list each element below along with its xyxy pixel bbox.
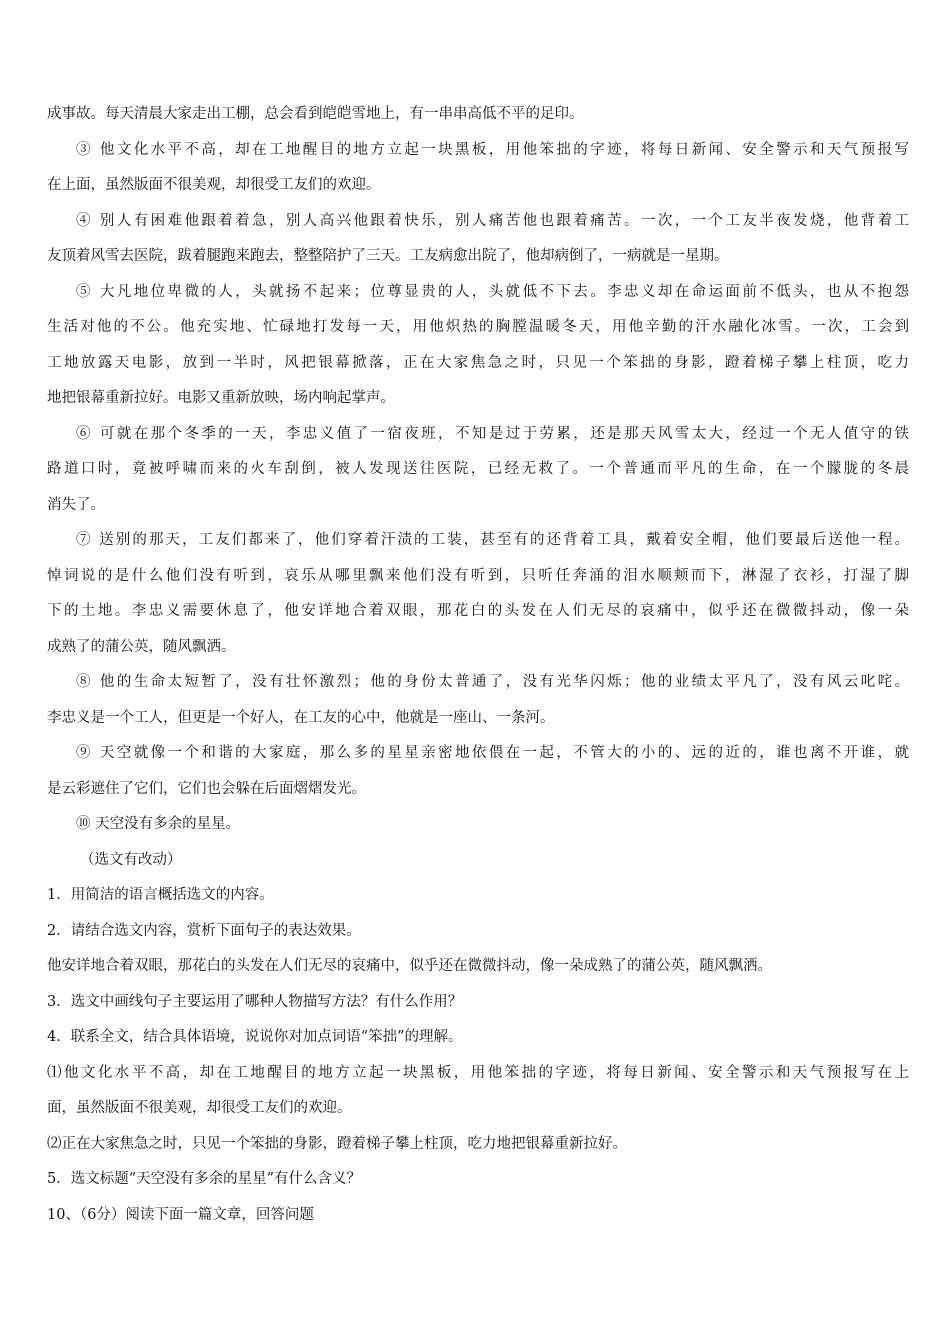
paragraph-5-line-1: ⑤ 大凡地位卑微的人，头就扬不起来；位尊显贵的人，头就低不下去。李忠义却在命运面前不低头，也从不抱怨 — [76, 283, 909, 300]
paragraph-2-tail: 成事故。每天清晨大家走出工棚，总会看到皑皑雪地上，有一串串高低不平的足印。 — [47, 106, 584, 122]
question-1: 1．用简洁的语言概括选文的内容。 — [47, 887, 274, 903]
paragraph-5-line-4: 地把银幕重新拉好。电影又重新放映，场内响起掌声。 — [47, 390, 395, 406]
question-2: 2．请结合选文内容，赏析下面句子的表达效果。 — [47, 922, 361, 939]
paragraph-4-line-1: ④ 别人有困难他跟着着急，别人高兴他跟着快乐，别人痛苦他也跟着痛苦。一次，一个工友半夜发烧，他背着工 — [76, 212, 909, 229]
question-4-item-1-line-1: ⑴他文化水平不高，却在工地醒目的地方立起一块黑板，用他笨拙的字迹，将每日新闻、安全警示和天气预报写在上 — [47, 1064, 909, 1081]
question-2-sentence: 他安详地合着双眼，那花白的头发在人们无尽的哀痛中，似乎还在微微抖动，像一朵成熟了的蒲公英，随风飘洒。 — [47, 958, 772, 974]
paragraph-7-line-2: 悼词说的是什么他们没有听到，哀乐从哪里飘来他们没有听到，只听任奔涌的泪水顺颊而下，淋湿了衣衫，打湿了脚 — [47, 567, 909, 584]
question-4-item-2: ⑵正在大家焦急之时，只见一个笨拙的身影，蹬着梯子攀上柱顶，吃力地把银幕重新拉好。 — [47, 1135, 627, 1152]
question-4-item-1-line-2: 面，虽然版面不很美观，却很受工友们的欢迎。 — [47, 1100, 352, 1116]
question-3: 3．选文中画线句子主要运用了哪种人物描写方法？有什么作用？ — [47, 993, 463, 1010]
paragraph-5-line-3: 工地放露天电影，放到一半时，风把银幕掀落，正在大家焦急之时，只见一个笨拙的身影，蹬着梯子攀上柱顶，吃力 — [47, 354, 909, 371]
paragraph-5-line-2: 生活对他的不公。他充实地、忙碌地打发每一天，用他炽热的胸膛温暖冬天，用他辛勤的汗水融化冰雪。一次，工会到 — [47, 319, 909, 335]
paragraph-8-line-2: 李忠义是一个工人，但更是一个好人，在工友的心中，他就是一座山、一条河。 — [47, 709, 555, 726]
paragraph-9-line-1: ⑨ 天空就像一个和谐的大家庭，那么多的星星亲密地依偎在一起，不管大的小的、远的近的，谁也离不开谁，就 — [76, 745, 909, 761]
next-question-heading: 10、（6分）阅读下面一篇文章，回答问题 — [47, 1206, 314, 1223]
question-5: 5．选文标题“天空没有多余的星星”有什么含义？ — [47, 1171, 362, 1187]
paragraph-3-line-2: 在上面，虽然版面不很美观，却很受工友们的欢迎。 — [47, 177, 381, 193]
paragraph-6-line-3: 消失了。 — [47, 496, 105, 513]
paragraph-7-line-1: ⑦ 送别的那天，工友们都来了，他们穿着汗渍的工装，甚至有的还背着工具，戴着安全帽，他们要最后送他一程。 — [76, 532, 909, 548]
question-4: 4．联系全文，结合具体语境，说说你对加点词语“笨拙”的理解。 — [47, 1029, 463, 1045]
paragraph-6-line-2: 路道口时，竟被呼啸而来的火车刮倒，被人发现送往医院，已经无救了。一个普通而平凡的生命，在一个朦胧的冬晨 — [47, 461, 909, 477]
paragraph-10: ⑩ 天空没有多余的星星。 — [76, 816, 241, 832]
document-page — [47, 97, 909, 1233]
source-note: （选文有改动） — [80, 851, 182, 868]
paragraph-9-line-2: 是云彩遮住了它们，它们也会躲在后面熠熠发光。 — [47, 780, 366, 797]
paragraph-3-line-1: ③ 他文化水平不高，却在工地醒目的地方立起一块黑板，用他笨拙的字迹，将每日新闻、安全警示和天气预报写 — [76, 141, 909, 158]
paragraph-8-line-1: ⑧ 他的生命太短暂了，没有壮怀激烈；他的身份太普通了，没有光华闪烁；他的业绩太平凡了，没有风云叱咤。 — [76, 674, 909, 690]
paragraph-7-line-3: 下的土地。李忠义需要休息了，他安详地合着双眼，那花白的头发在人们无尽的哀痛中，似乎还在微微抖动，像一朵 — [47, 603, 909, 619]
paragraph-7-line-4: 成熟了的蒲公英，随风飘洒。 — [47, 638, 236, 655]
paragraph-4-line-2: 友顶着风雪去医院，跋着腿跑来跑去，整整陪护了三天。工友病愈出院了，他却病倒了，一病就是一星期。 — [47, 248, 729, 264]
paragraph-6-line-1: ⑥ 可就在那个冬季的一天，李忠义值了一宿夜班，不知是过于劳累，还是那天风雪太大，经过一个无人值守的铁 — [76, 425, 909, 442]
